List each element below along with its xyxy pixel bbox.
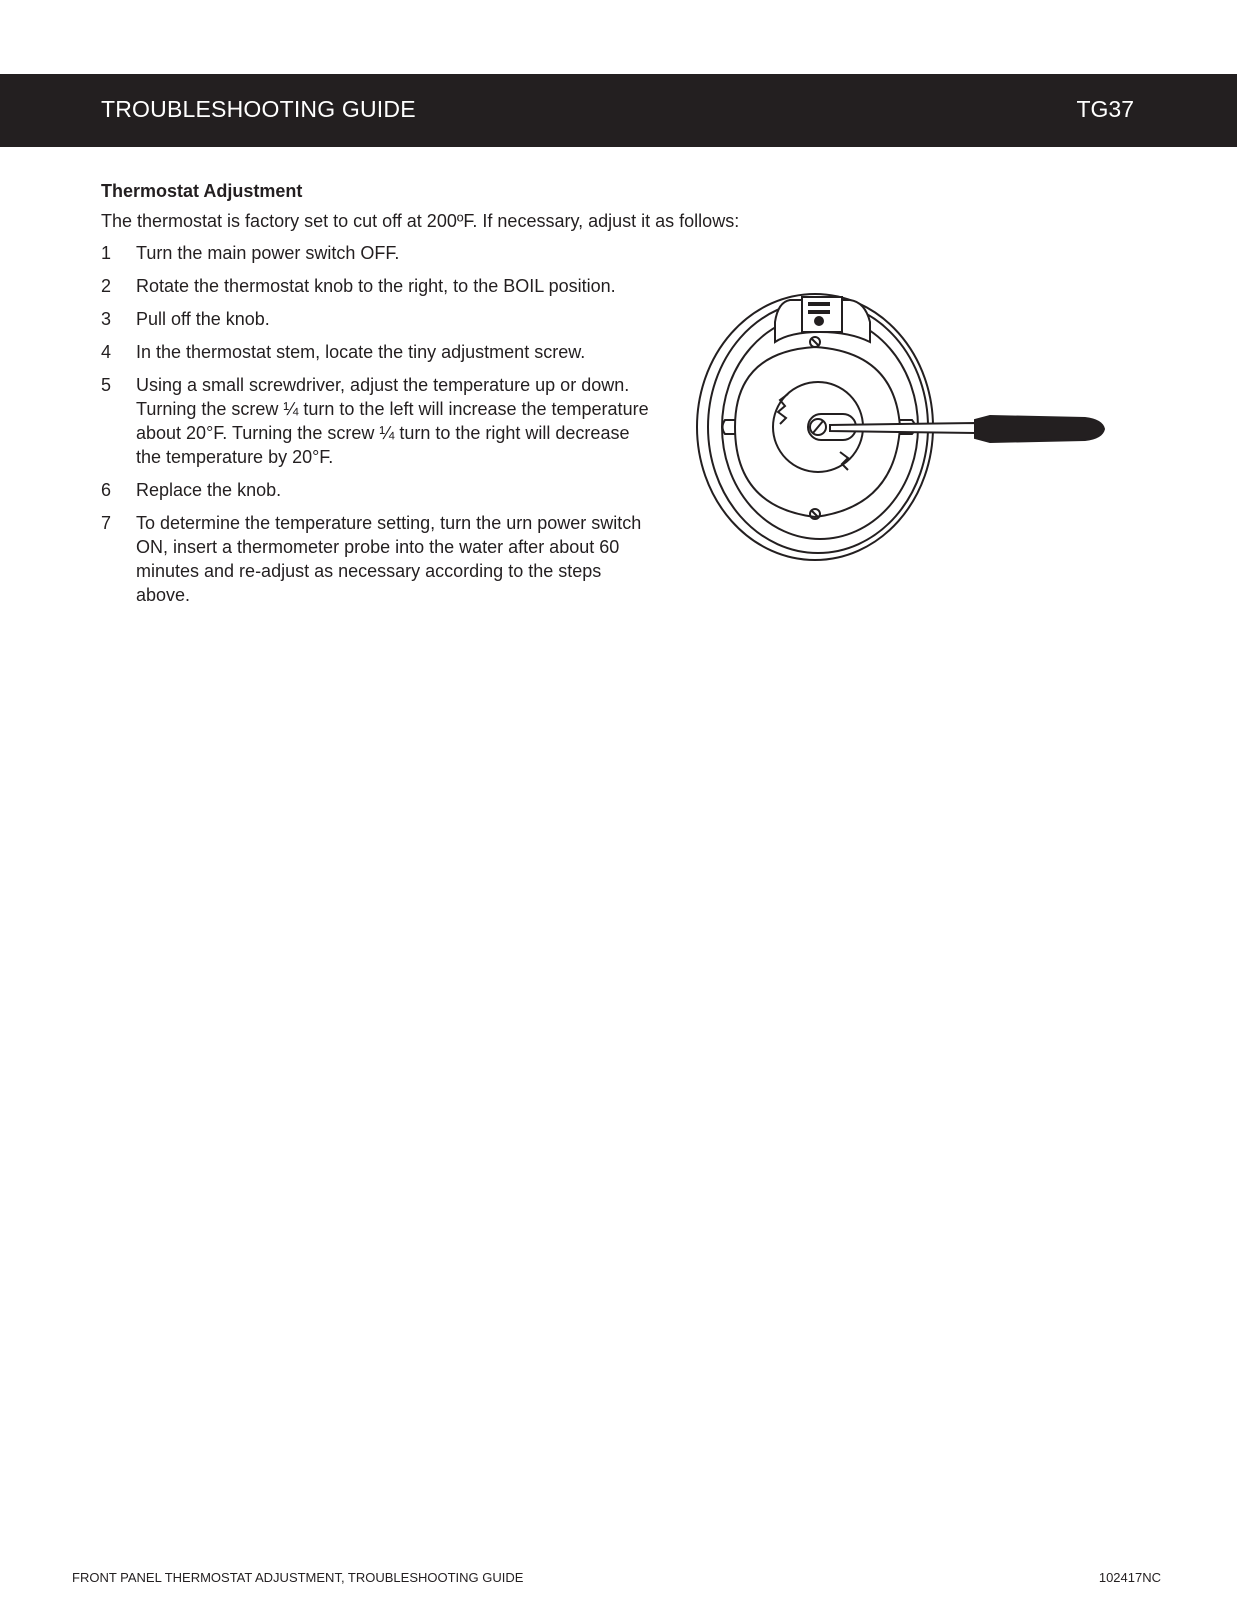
step-item xyxy=(101,241,691,265)
step-text: Using a small screwdriver, adjust the temperature up or down. Turning the screw ¼ turn to the left will increase the temperature about 20°F. Turning the screw ¼ turn to the right will decrease the temperature by 20°F. xyxy=(136,375,649,467)
step-item xyxy=(101,478,691,502)
document-code: TG37 xyxy=(1076,96,1134,122)
step-number: 1 xyxy=(101,243,112,263)
footer-title: FRONT PANEL THERMOSTAT ADJUSTMENT, TROUBLESHOOTING GUIDE xyxy=(72,1570,524,1585)
step-text: In the thermostat stem, locate the tiny adjustment screw. xyxy=(136,342,586,362)
main-content xyxy=(101,180,740,616)
step-text: Pull off the knob. xyxy=(136,309,270,329)
step-number: 2 xyxy=(101,276,112,296)
step-number: 3 xyxy=(101,309,112,329)
step-item xyxy=(101,307,691,331)
step-text: Replace the knob. xyxy=(136,480,282,500)
step-item xyxy=(101,340,691,364)
step-number: 6 xyxy=(101,480,112,500)
steps-list xyxy=(101,241,691,607)
thermostat-figure xyxy=(690,292,1130,582)
step-number: 4 xyxy=(101,342,112,362)
step-text: Turn the main power switch OFF. xyxy=(136,243,400,263)
thermostat-screwdriver-icon xyxy=(690,292,1130,582)
step-item xyxy=(101,373,691,469)
intro-text: The thermostat is factory set to cut off at 200ºF. If necessary, adjust it as follows: xyxy=(101,211,740,231)
step-number: 7 xyxy=(101,513,112,533)
step-text: Rotate the thermostat knob to the right, to the BOIL position. xyxy=(136,276,616,296)
step-item xyxy=(101,511,691,607)
page-title: TROUBLESHOOTING GUIDE xyxy=(101,96,416,122)
step-item xyxy=(101,274,691,298)
step-number: 5 xyxy=(101,375,112,395)
step-text: To determine the temperature setting, turn the urn power switch ON, insert a thermometer probe into the water after about 60 minutes and re-adjust as necessary according to the steps above. xyxy=(136,513,642,605)
header-bar xyxy=(0,74,1237,147)
section-title: Thermostat Adjustment xyxy=(101,181,303,201)
footer-code: 102417NC xyxy=(1098,1570,1161,1585)
